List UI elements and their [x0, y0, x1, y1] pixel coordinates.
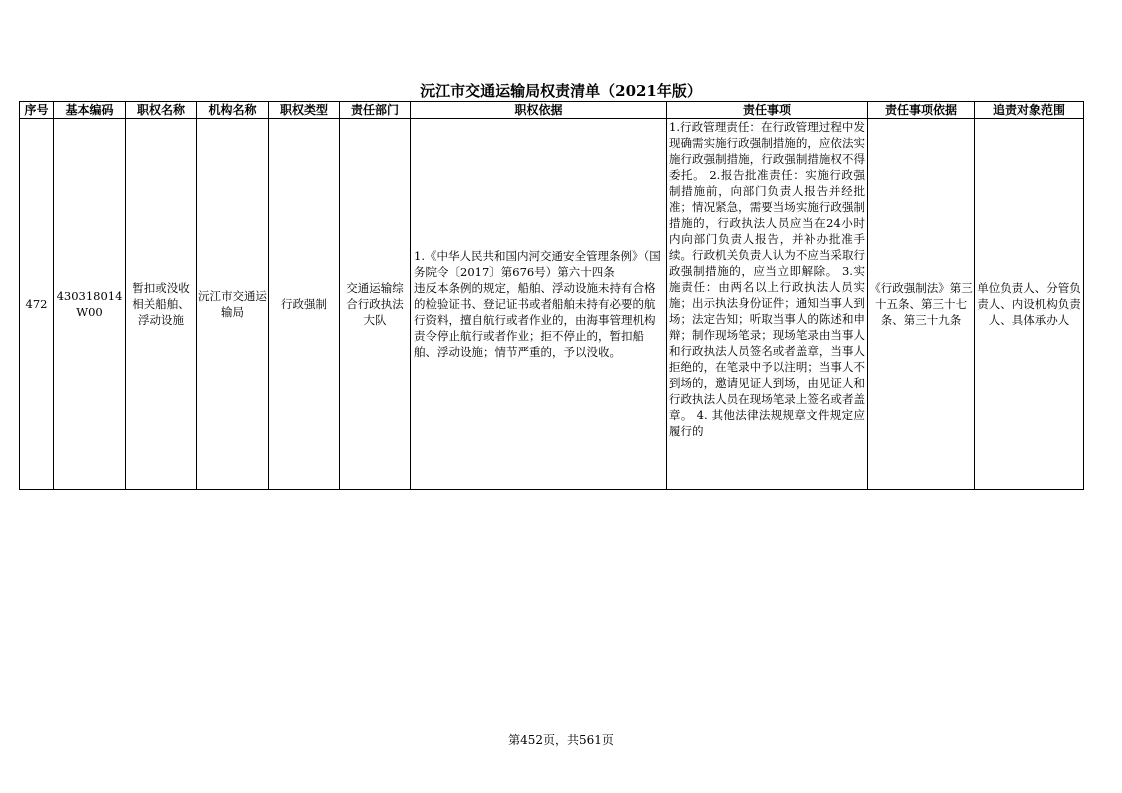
header-accountability: 追责对象范围 [975, 102, 1084, 119]
header-code: 基本编码 [54, 102, 126, 119]
cell-department: 交通运输综合行政执法大队 [340, 119, 411, 490]
table-row [20, 119, 1084, 490]
table-header-row [20, 102, 1084, 119]
duty-table [19, 101, 1084, 490]
cell-duties [667, 119, 868, 490]
duties-text: 1.行政管理责任：在行政管理过程中发现确需实施行政强制措施的，应依法实施行政强制措施，行政强制措施权不得委托。 2.报告批准责任：实施行政强制措施前，向部门负责人报告并经批准；情况紧急，需要当场实施行政强制措施的，行政执法人员应当在24小时内向部门负责人报告，并补办批准手续。行政机关负责人认为不应当采取行政强制措施的，应当立即解除。 3.实施责任：由两名以上行政执法人员实施；出示执法身份证件；通知当事人到场；法定告知；听取当事人的陈述和申辩；制作现场笔录；现场笔录由当事人和行政执法人员签名或者盖章，当事人拒绝的，在笔录中予以注明；当事人不到场的，邀请见证人到场，由见证人和行政执法人员在现场笔录上签名或者盖章。 4. 其他法律法规规章文件规定应履行的 [669, 120, 865, 438]
header-duty-basis: 责任事项依据 [868, 102, 975, 119]
header-index: 序号 [20, 102, 54, 119]
page-title: 沅江市交通运输局权责清单（2021年版） [420, 82, 702, 100]
cell-basis: 1.《中华人民共和国内河交通安全管理条例》（国务院令〔2017〕第676号）第六十四条 违反本条例的规定，船舶、浮动设施未持有合格的检验证书、登记证书或者船舶未持有必要的航行资料，擅自航行或者作业的，由海事管理机构责令停止航行或者作业；拒不停止的，暂扣船舶、浮动设施；情节严重的，予以没收。 [411, 119, 667, 490]
header-basis: 职权依据 [411, 102, 667, 119]
cell-power-type: 行政强制 [269, 119, 340, 490]
cell-index: 472 [20, 119, 54, 490]
cell-code: 430318014W00 [54, 119, 126, 490]
header-org-name: 机构名称 [197, 102, 269, 119]
cell-power-name: 暂扣或没收相关船舶、浮动设施 [126, 119, 197, 490]
header-duties: 责任事项 [667, 102, 868, 119]
header-power-type: 职权类型 [269, 102, 340, 119]
cell-accountability: 单位负责人、分管负责人、内设机构负责人、具体承办人 [975, 119, 1084, 490]
header-department: 责任部门 [340, 102, 411, 119]
cell-org-name: 沅江市交通运输局 [197, 119, 269, 490]
cell-duty-basis: 《行政强制法》第三十五条、第三十七条、第三十九条 [868, 119, 975, 490]
page-footer: 第452页，共561页 [508, 733, 614, 747]
header-power-name: 职权名称 [126, 102, 197, 119]
